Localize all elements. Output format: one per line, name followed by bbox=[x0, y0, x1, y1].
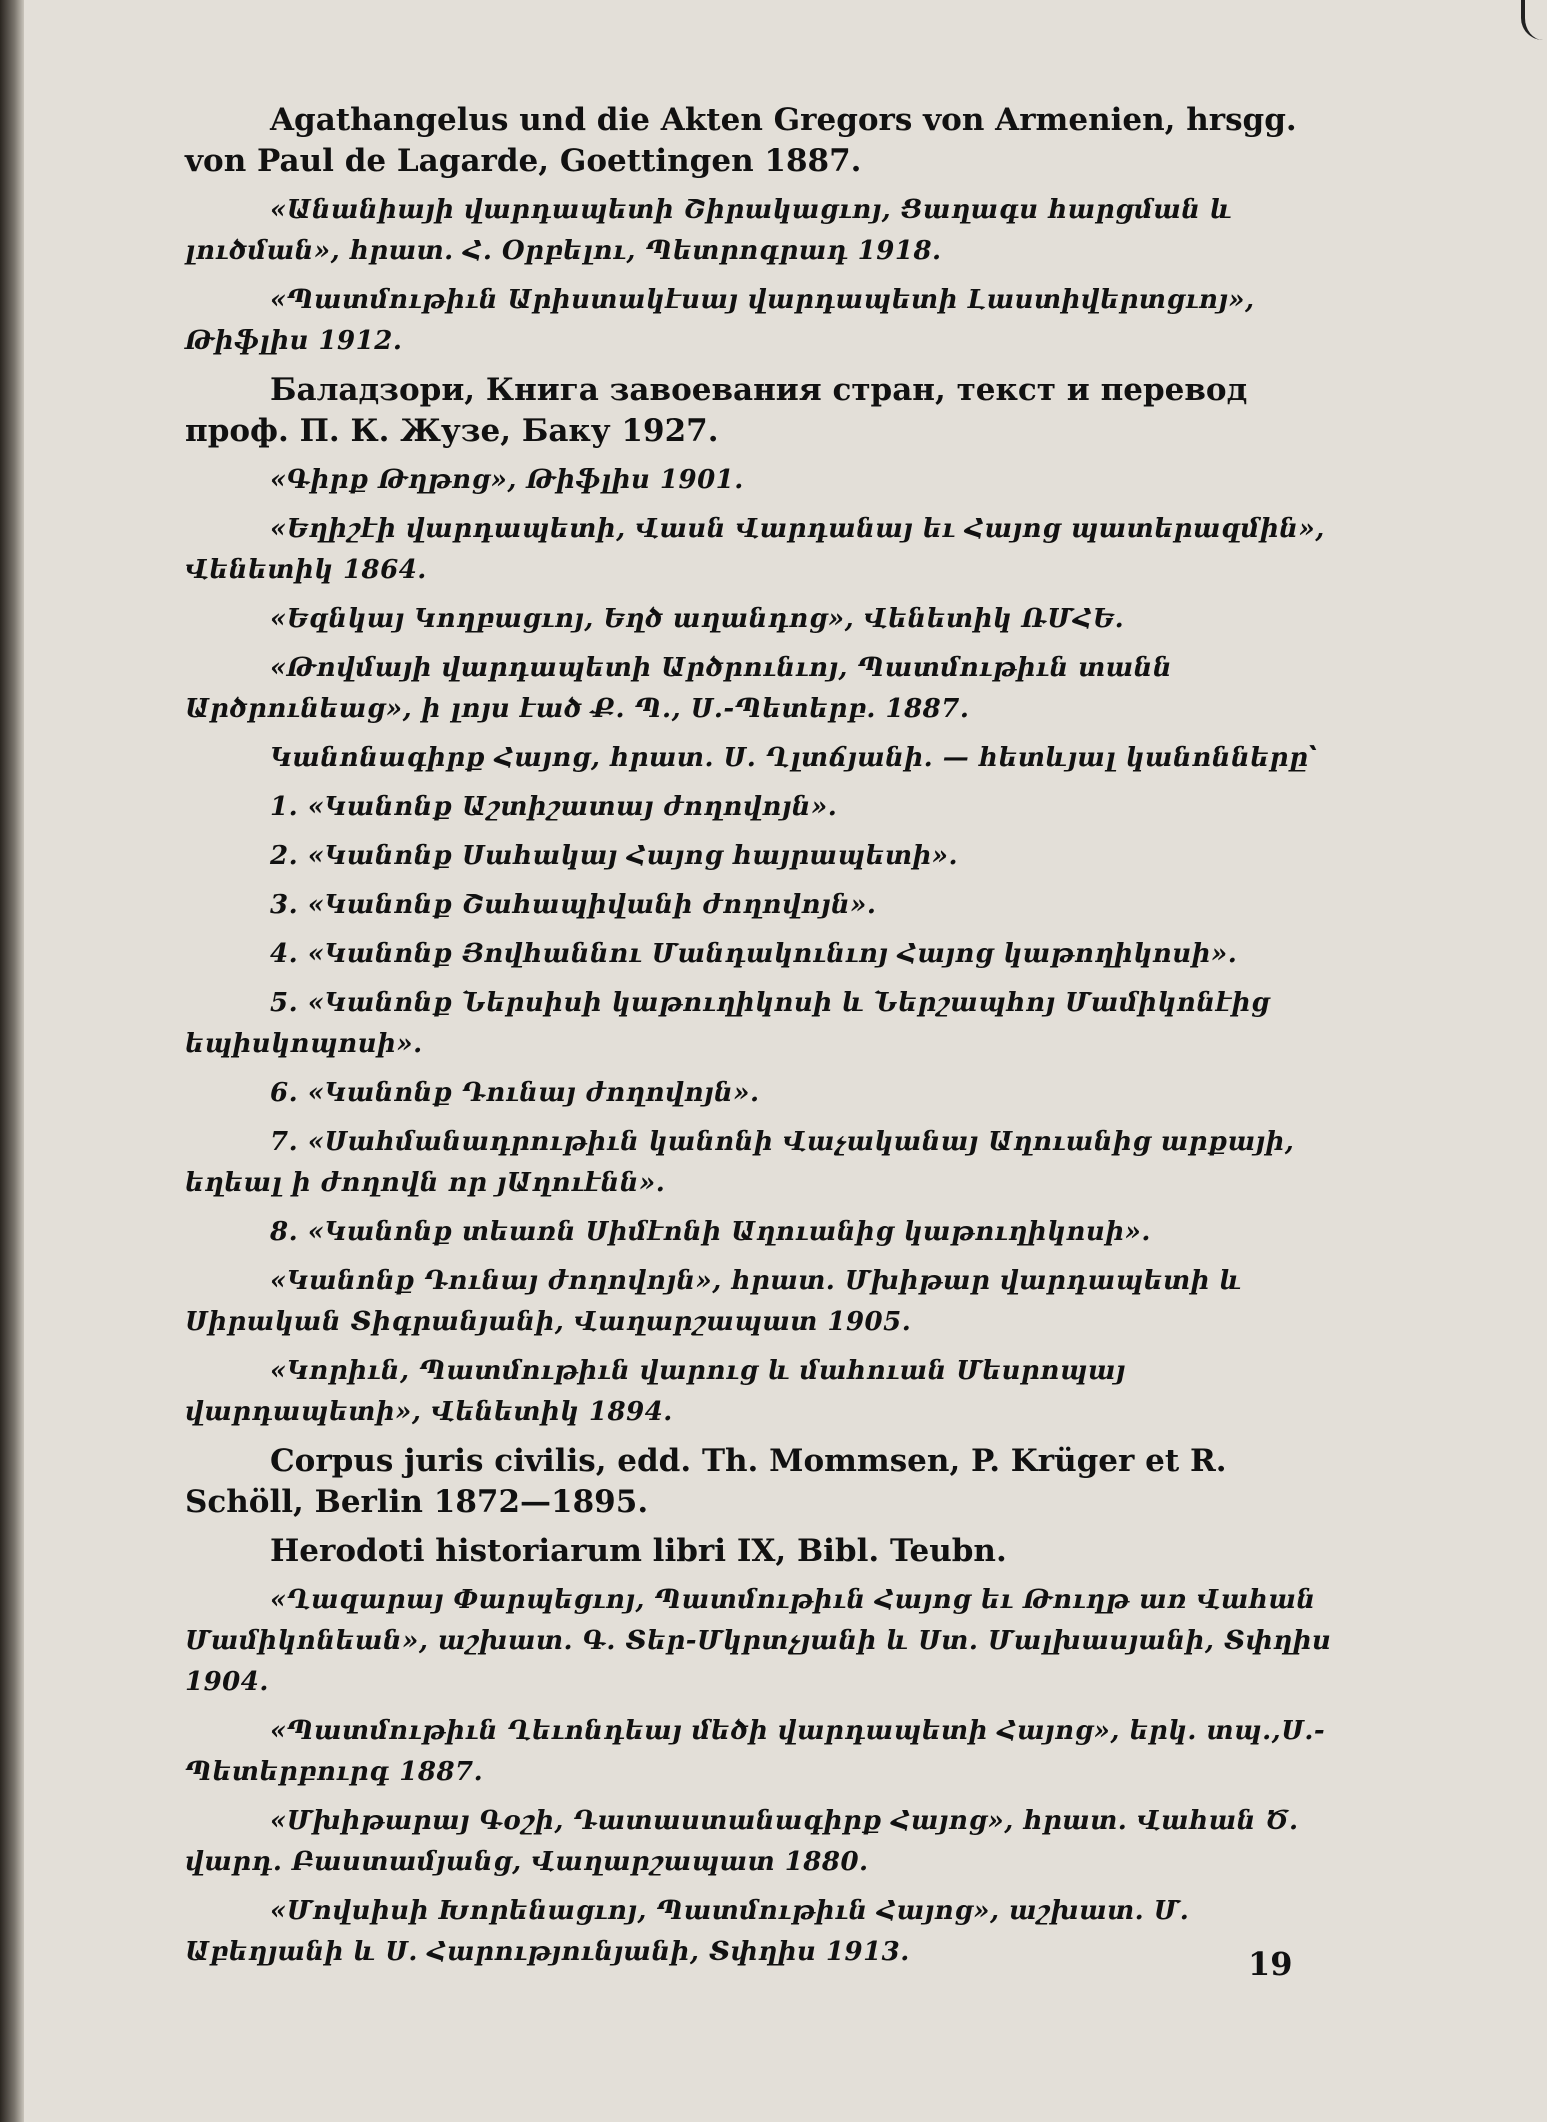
canon-item: 8. «Կանոնք տեառն Սիմէոնի Աղուանից կաթուղիկոսի». bbox=[270, 1217, 1151, 1247]
canon-item: 7. «Սահմանադրութիւն կանոնի Վաչականայ Աղուանից արքայի, եղեալ ի ժողովն որ յԱղուէնն». bbox=[185, 1127, 1295, 1198]
bibliography-list bbox=[185, 100, 1355, 1981]
bib-entry: «Եղիշէի վարդապետի, Վասն Վարդանայ եւ Հայոց պատերազմին», Վենետիկ 1864. bbox=[185, 514, 1325, 585]
canon-item: 4. «Կանոնք Յովհաննու Մանդակունւոյ Հայոց կաթողիկոսի». bbox=[270, 939, 1238, 969]
canon-item: 1. «Կանոնք Աշտիշատայ ժողովոյն». bbox=[270, 792, 838, 822]
bib-entry: Herodoti historiarum libri IX, Bibl. Teubn. bbox=[270, 1533, 1007, 1569]
bib-entry: «Ղազարայ Փարպեցւոյ, Պատմութիւն Հայոց եւ Թուղթ առ Վահան Մամիկոնեան», աշխատ. Գ. Տեր-Մկրտչյանի և Ստ. Մալխասյանի, Տփղիս 1904. bbox=[185, 1585, 1332, 1697]
bib-entry: «Մխիթարայ Գօշի, Դատաստանագիրք Հայոց», հրատ. Վահան Ծ. վարդ. Բաստամյանց, Վաղարշապատ 1880. bbox=[185, 1806, 1299, 1877]
binding-edge bbox=[0, 0, 24, 2122]
bib-entry: Баладзори, Книга завоевания стран, текст и перевод проф. П. К. Жузе, Баку 1927. bbox=[185, 372, 1248, 449]
bib-entry: «Մովսիսի Խորենացւոյ, Պատմութիւն Հայոց», աշխատ. Մ. Աբեղյանի և Ս. Հարությունյանի, Տփղիս 1913. bbox=[185, 1896, 1190, 1967]
bib-entry: Corpus juris civilis, edd. Th. Mommsen, P. Krüger et R. Schöll, Berlin 1872—1895. bbox=[185, 1443, 1227, 1520]
canon-item: 2. «Կանոնք Սահակայ Հայոց հայրապետի». bbox=[270, 841, 959, 871]
canon-item: 6. «Կանոնք Դունայ ժողովոյն». bbox=[270, 1078, 760, 1108]
bib-entry: «Պատմութիւն Արիստակէսայ վարդապետի Լաստիվերտցւոյ», Թիֆլիս 1912. bbox=[185, 285, 1255, 356]
bib-entry: «Եզնկայ Կողբացւոյ, Եղծ աղանդոց», Վենետիկ ՌՄՀԵ. bbox=[270, 604, 1125, 634]
bib-entry: «Կանոնք Դունայ ժողովոյն», հրատ. Մխիթար վարդապետի և Սիրական Տիգրանյանի, Վաղարշապատ 1905. bbox=[185, 1266, 1242, 1337]
bib-entry: Agathangelus und die Akten Gregors von Armenien, hrsgg. von Paul de Lagarde, Goettingen 1887. bbox=[185, 102, 1297, 179]
page-number: 19 bbox=[1248, 1945, 1293, 1983]
page-curl bbox=[1521, 0, 1547, 40]
canon-item: 5. «Կանոնք Ներսիսի կաթուղիկոսի և Ներշապհոյ Մամիկոնէից եպիսկոպոսի». bbox=[185, 988, 1270, 1059]
bib-entry: «Անանիայի վարդապետի Շիրակացւոյ, Ցաղագս հարցման և լուծման», հրատ. Հ. Օրբելու, Պետրոգրադ 1918. bbox=[185, 195, 1233, 266]
bib-entry: Կանոնագիրք Հայոց, հրատ. Ս. Ղլտճյանի. — հետևյալ կանոնները՝ bbox=[270, 743, 1318, 773]
bib-entry: «Թովմայի վարդապետի Արծրունւոյ, Պատմութիւն տանն Արծրունեաց», ի լոյս էած Ք. Պ., Ս.-Պետերբ. 1887. bbox=[185, 653, 1173, 724]
canon-item: 3. «Կանոնք Շահապիվանի ժողովոյն». bbox=[270, 890, 877, 920]
bib-entry: «Գիրք Թղթոց», Թիֆլիս 1901. bbox=[270, 465, 744, 495]
bib-entry: «Պատմութիւն Ղեւոնդեայ մեծի վարդապետի Հայոց», երկ. տպ.,Ս.-Պետերբուրգ 1887. bbox=[185, 1716, 1326, 1787]
bib-entry: «Կորիւն, Պատմութիւն վարուց և մահուան Մեսրոպայ վարդապետի», Վենետիկ 1894. bbox=[185, 1356, 1126, 1427]
